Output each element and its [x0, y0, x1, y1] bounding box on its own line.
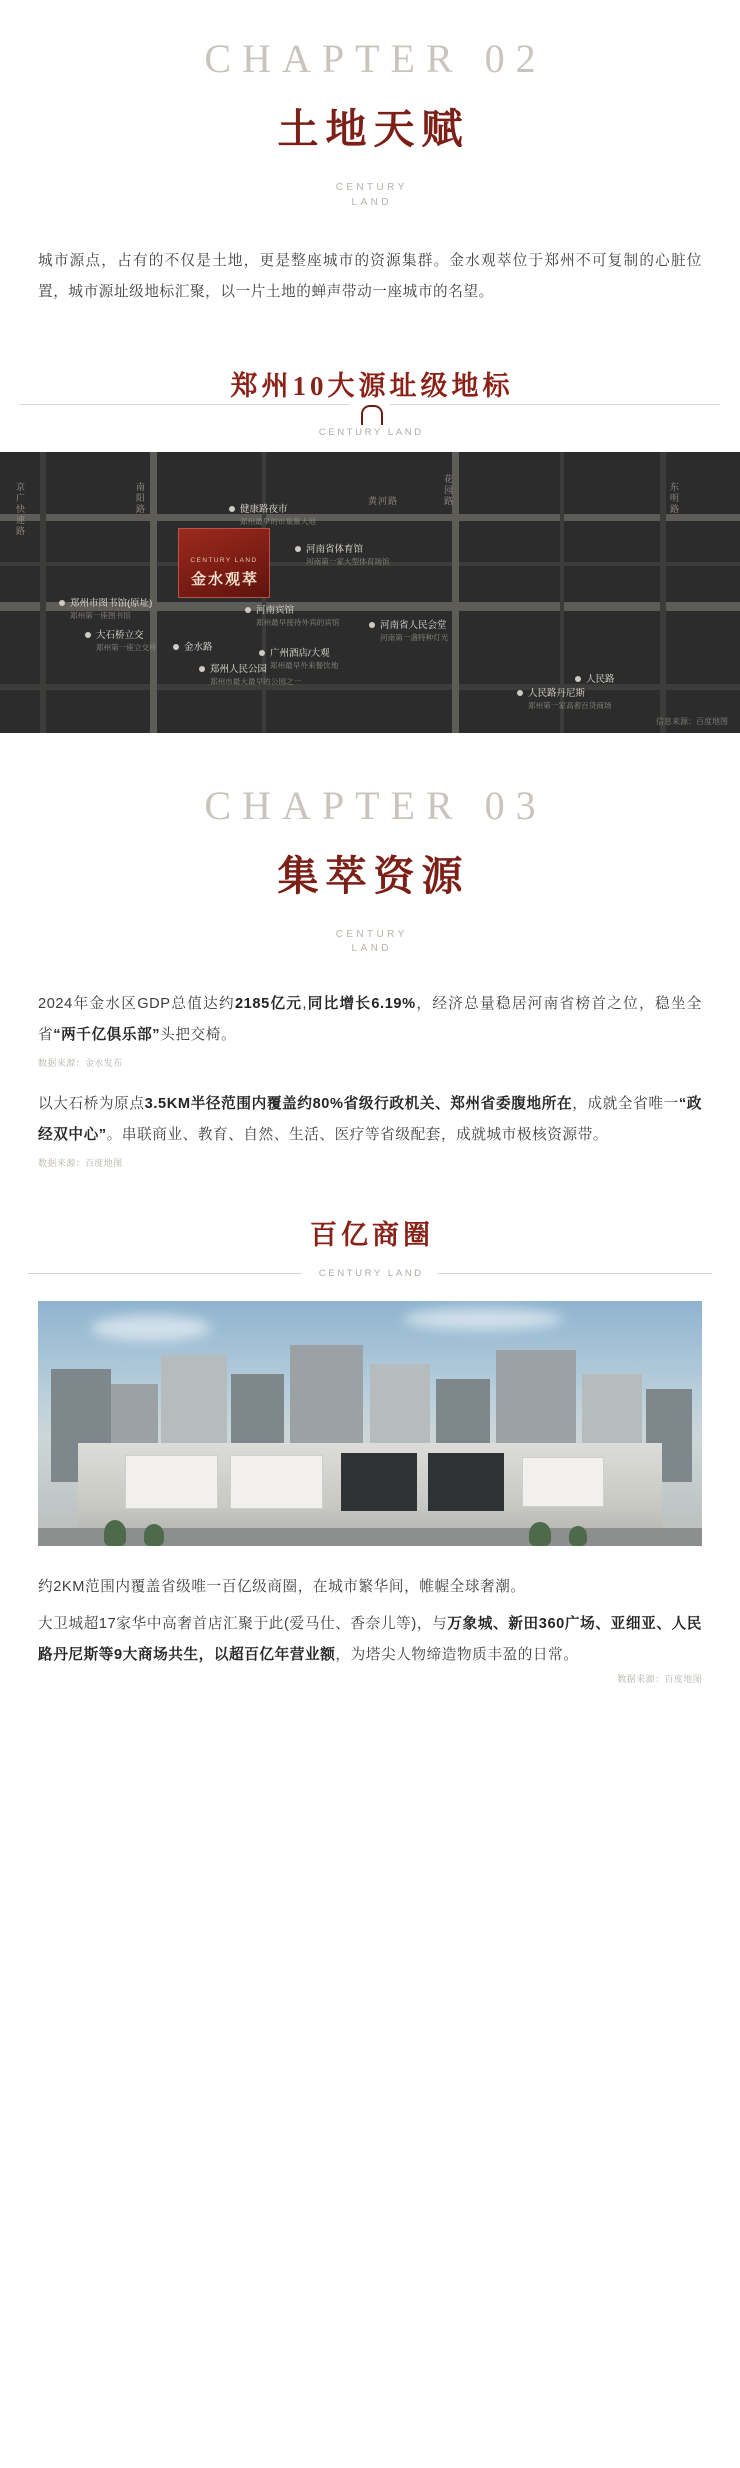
map-poi-sub: 河南第一盏特种灯光	[380, 632, 449, 642]
business-brand-text: CENTURY LAND	[318, 1267, 424, 1279]
intro-paragraph: 城市源点，占有的不仅是土地，更是整座城市的资源集群。金水观萃位于郑州不可复制的心脏位置，城市源址级地标汇聚，以一片土地的蝉声带动一座城市的名望。	[38, 253, 702, 300]
cloud-shape	[91, 1315, 211, 1341]
brand-mark-chapter-03	[0, 928, 740, 957]
landmark-brand-text: CENTURY LAND	[318, 426, 424, 438]
map-poi-sub: 郑州最早接待外宾的宾馆	[256, 617, 340, 627]
map-poi-dot-icon	[245, 607, 251, 613]
map-road-label-2: 南阳路	[135, 481, 145, 515]
map-road-label-4: 花园路	[443, 473, 453, 507]
map-poi-9[interactable]	[176, 642, 213, 655]
map-poi-title: 金水路	[184, 641, 213, 653]
chapter-03-en-title: CHAPTER 03	[204, 782, 547, 828]
map-poi-title: 广州酒店/大观	[270, 647, 330, 659]
map-poi-title: 郑州人民公园	[210, 663, 268, 675]
map-poi-sub: 郑州第一家高奢百货商场	[528, 700, 612, 710]
brand-line-2: LAND	[351, 943, 392, 955]
map-project-name: 金水观萃	[190, 571, 259, 588]
map-poi-dot-icon	[59, 600, 65, 606]
map-poi-title: 河南省体育馆	[306, 543, 364, 555]
brand-mark-chapter-02	[0, 181, 740, 210]
map-poi-dot-icon	[199, 666, 205, 672]
map-poi-10[interactable]	[578, 674, 615, 687]
map-road-h-1	[0, 514, 740, 521]
photo-road-strip	[38, 1528, 702, 1545]
map-poi-dot-icon	[229, 506, 235, 512]
tree-shape	[144, 1524, 164, 1546]
radius-source: 数据来源：百度地图	[38, 1157, 123, 1168]
map-poi-dot-icon	[295, 546, 301, 552]
business-text-block	[0, 1572, 740, 1686]
arch-logo-icon	[359, 405, 381, 423]
map-road-v-1	[150, 452, 157, 733]
map-poi-title: 人民路	[586, 673, 615, 685]
map-poi-title: 健康路夜市	[240, 503, 288, 515]
map-poi-8[interactable]	[88, 630, 157, 653]
map-poi-sub: 郑州第一座立交桥	[96, 642, 157, 652]
divider-rule-left	[20, 404, 350, 405]
mall-facade-panel	[125, 1455, 218, 1509]
map-poi-dot-icon	[575, 676, 581, 682]
gdp-source: 数据来源：金水发布	[38, 1057, 123, 1068]
map-poi-dot-icon	[173, 644, 179, 650]
tree-shape	[529, 1522, 551, 1546]
map-poi-0[interactable]	[232, 504, 316, 527]
map-road-v-2	[40, 452, 46, 733]
radius-paragraph: 以大石桥为原点3.5KM半径范围内覆盖约80%省级行政机关、郑州省委腹地所在，成就全省唯一“政经双中心”。串联商业、教育、自然、生活、医疗等省级配套，成就城市极核资源带。	[38, 1095, 703, 1143]
gdp-block	[0, 989, 740, 1169]
map-poi-2[interactable]	[248, 605, 340, 628]
brand-line-1: CENTURY	[335, 182, 408, 193]
map-poi-3[interactable]	[372, 620, 448, 643]
chapter-02-cn-title: 土地天赋	[277, 106, 470, 152]
business-section-title: 百亿商圈	[310, 1219, 434, 1250]
business-divider	[0, 1268, 740, 1279]
map-poi-title: 人民路丹尼斯	[528, 687, 586, 699]
bottom-spacer	[0, 1685, 740, 1711]
divider-rule-right	[438, 1273, 712, 1274]
brand-line-1: CENTURY	[335, 928, 408, 940]
map-poi-sub: 郑州市最大最早的公园之一	[210, 676, 302, 686]
map-road-label-0: 黄河路	[368, 495, 399, 506]
business-section-header	[0, 1213, 740, 1279]
map-poi-title: 河南宾馆	[256, 604, 295, 616]
map-credit: 信息来源：百度地图	[656, 716, 728, 726]
map-poi-title: 大石桥立交	[96, 629, 144, 641]
mall-facade-ad	[341, 1453, 417, 1511]
map-road-label-5: 东明路	[669, 481, 679, 515]
chapter-02-heading	[0, 0, 740, 210]
business-photo-wrap	[0, 1301, 740, 1546]
landmark-divider	[0, 413, 740, 438]
business-paragraph-2-source: 数据来源：百度地图	[617, 1674, 702, 1685]
map-poi-7[interactable]	[62, 598, 152, 621]
map-poi-sub: 郑州最早的市集聚大地	[240, 516, 316, 526]
map-poi-sub: 郑州最早外来餐饮地	[270, 660, 339, 670]
map-road-v-4	[660, 452, 666, 733]
map-road-label-3: 京广快速路	[15, 481, 25, 537]
map-poi-sub: 河南第一家大型体育场馆	[306, 556, 390, 566]
map-project-marker[interactable]	[178, 528, 270, 598]
mall-facade-panel	[522, 1457, 604, 1506]
business-photo	[38, 1301, 702, 1546]
tree-shape	[104, 1520, 126, 1546]
intro-paragraph-block	[0, 246, 740, 308]
mall-facade-ad	[428, 1453, 504, 1511]
map-poi-dot-icon	[369, 622, 375, 628]
gdp-paragraph: 2024年金水区GDP总值达约2185亿元,同比增长6.19%，经济总量稳居河南省榜首之位，稳坐全省“两千亿俱乐部”头把交椅。	[38, 995, 702, 1043]
map-poi-dot-icon	[85, 632, 91, 638]
map-project-brand: CENTURY LAND	[190, 556, 258, 564]
map-poi-title: 郑州市图书馆(原址)	[70, 597, 153, 609]
map-poi-title: 河南省人民会堂	[380, 619, 447, 631]
map-poi-sub: 郑州第一座图书馆	[70, 610, 131, 620]
business-paragraph-1: 约2KM范围内覆盖省级唯一百亿级商圈，在城市繁华间，帷幄全球奢潮。	[38, 1578, 526, 1595]
brand-line-2: LAND	[351, 196, 392, 208]
divider-rule-left	[28, 1273, 302, 1274]
business-paragraph-2: 大卫城超17家华中高奢首店汇聚于此(爱马仕、香奈儿等)，与万象城、新田360广场、亚细亚、人民路丹尼斯等9大商场共生，以超百亿年营业额，为塔尖人物缔造物质丰盈的日常。	[38, 1615, 702, 1663]
map-poi-6[interactable]	[520, 688, 612, 711]
chapter-02-en-title: CHAPTER 02	[204, 36, 547, 81]
chapter-03-cn-title: 集萃资源	[277, 852, 470, 899]
chapter-03-heading	[0, 733, 740, 957]
divider-rule-right	[390, 404, 720, 405]
map-poi-1[interactable]	[298, 544, 390, 567]
map-poi-5[interactable]	[202, 664, 301, 687]
landmark-map[interactable]	[0, 452, 740, 733]
map-poi-dot-icon	[517, 690, 523, 696]
landmark-section-header	[0, 364, 740, 438]
map-poi-dot-icon	[259, 650, 265, 656]
tree-shape	[569, 1526, 587, 1546]
map-road-h-3	[0, 684, 740, 690]
mall-facade-panel	[230, 1455, 323, 1509]
cloud-shape	[403, 1308, 563, 1330]
landmark-section-title: 郑州10大源址级地标	[230, 370, 514, 401]
